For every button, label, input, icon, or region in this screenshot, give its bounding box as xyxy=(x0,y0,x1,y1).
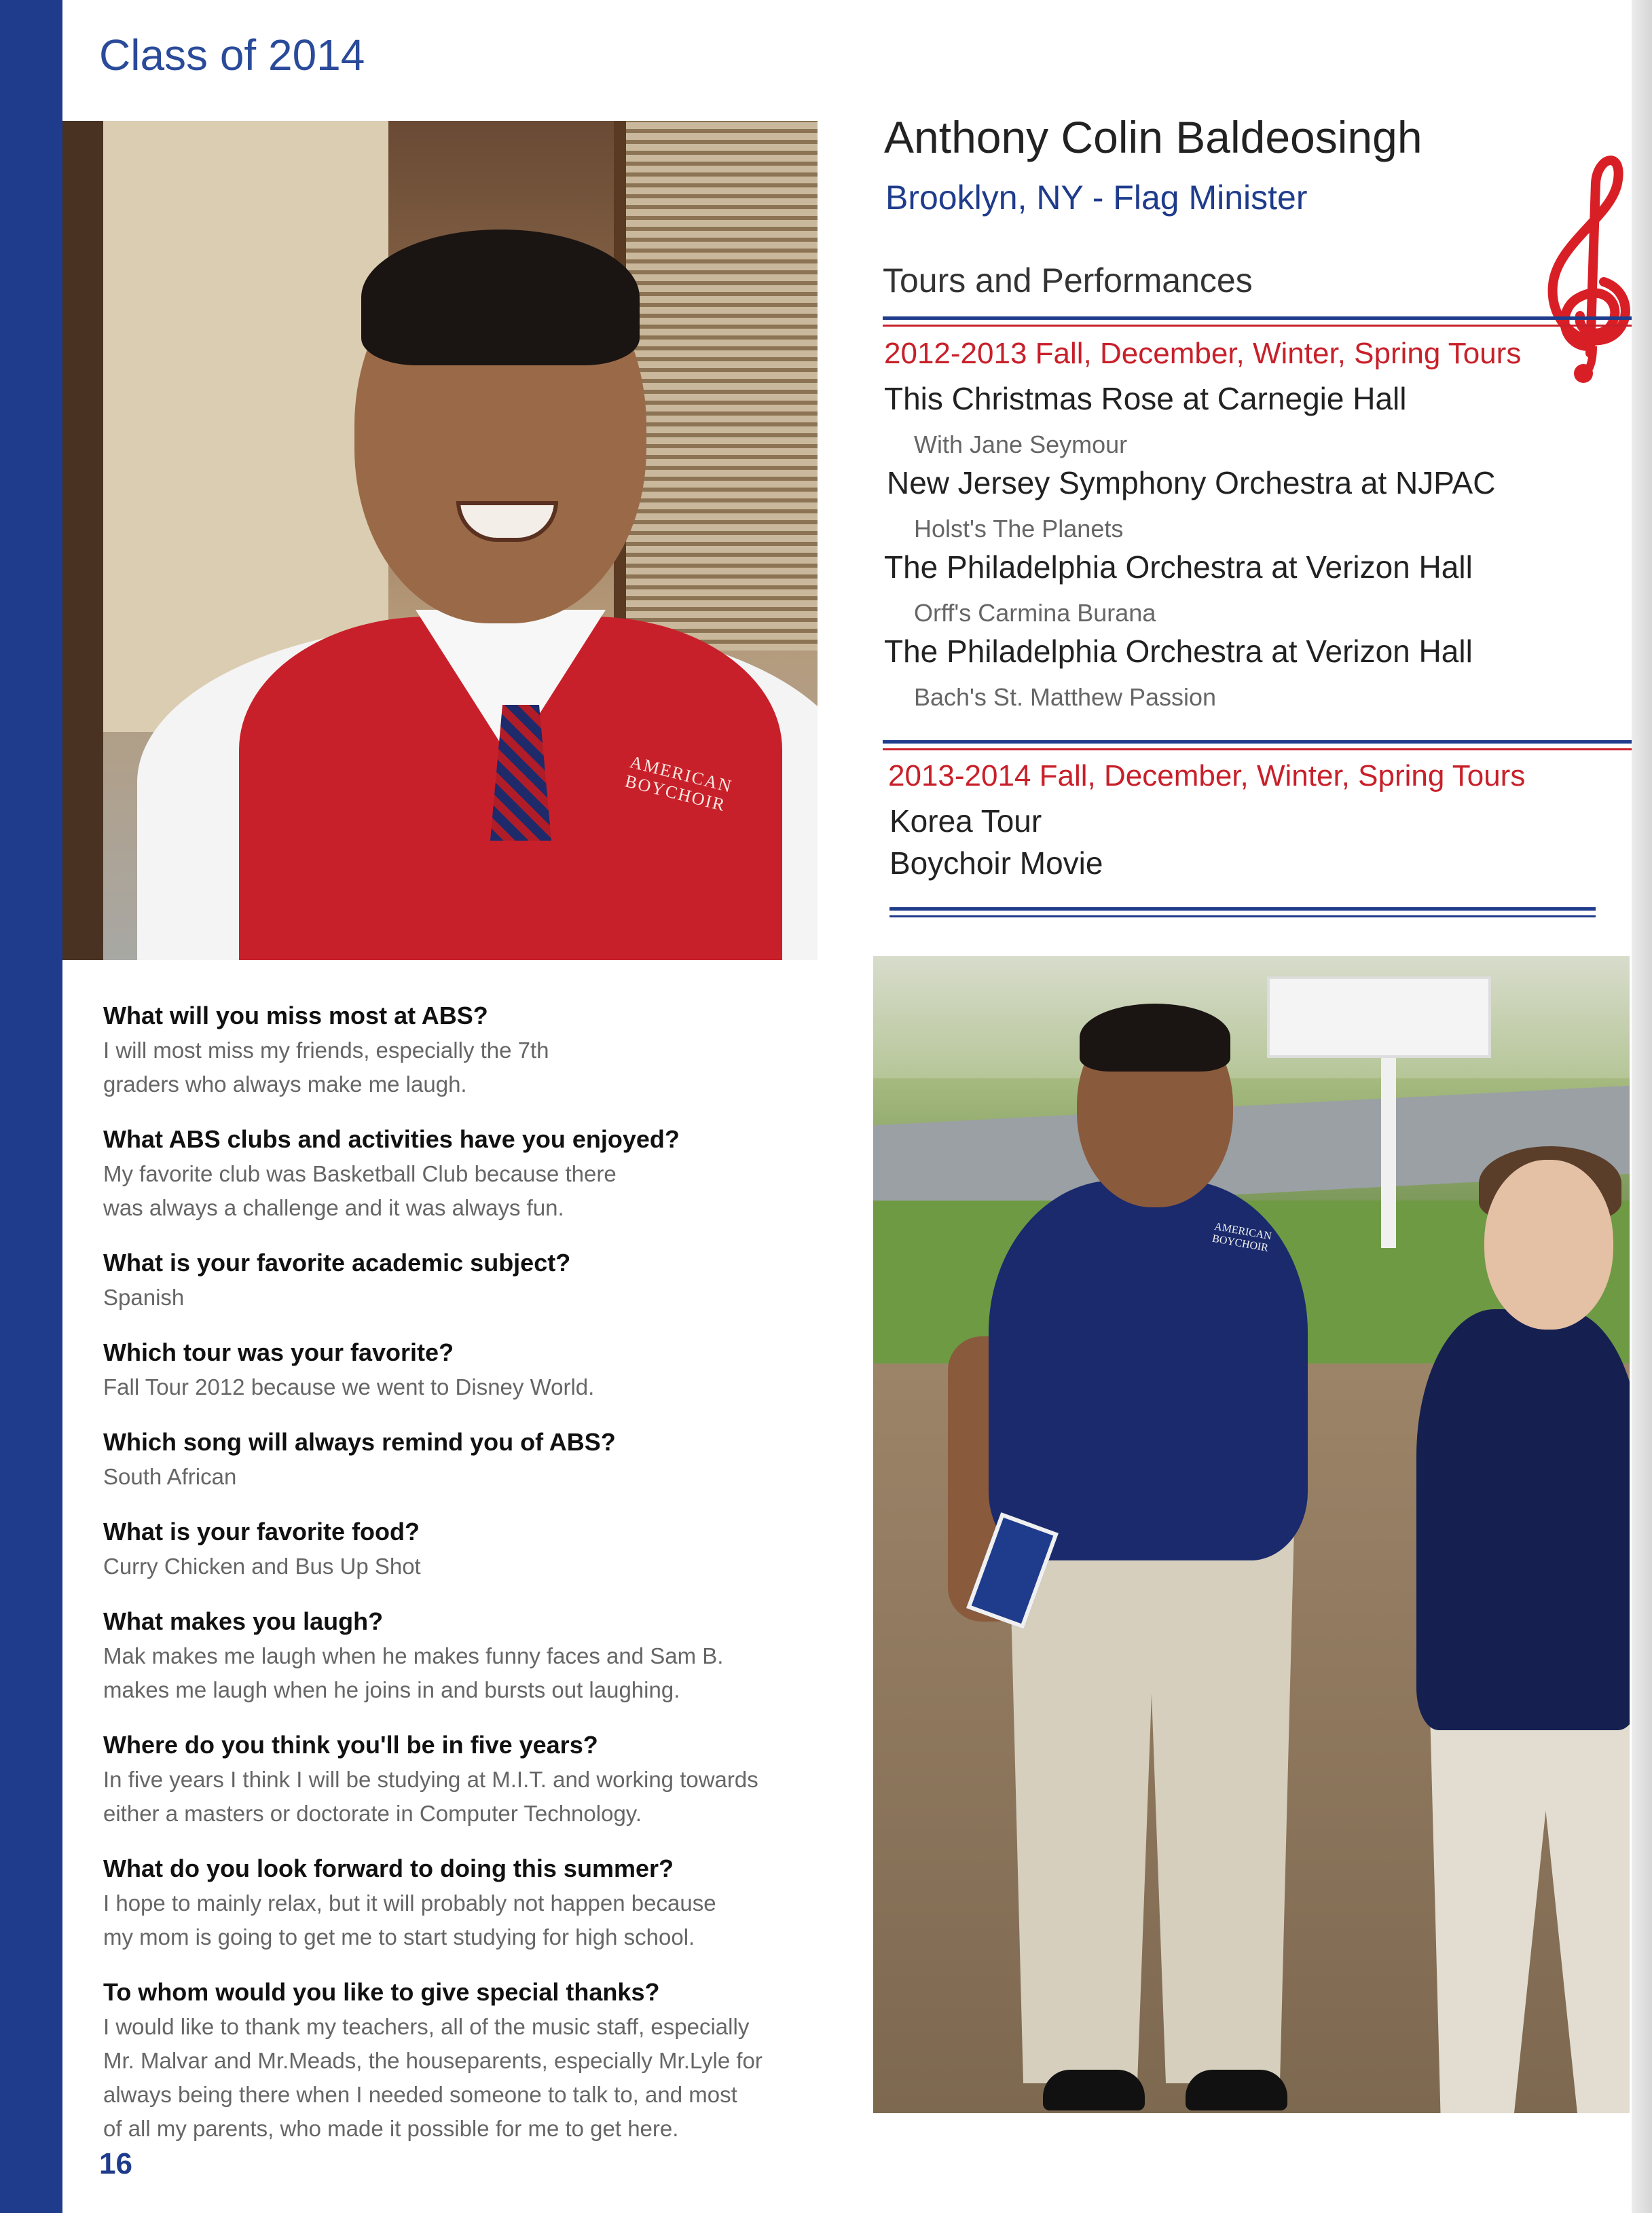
answer-line: My favorite club was Basketball Club because there xyxy=(103,1161,617,1186)
question: To whom would you like to give special thanks? xyxy=(103,1978,660,2006)
student-name: Anthony Colin Baldeosingh xyxy=(884,112,1422,162)
performance-title: New Jersey Symphony Orchestra at NJPAC xyxy=(887,465,1496,500)
answer-line: my mom is going to get me to start studying for high school. xyxy=(103,1924,695,1950)
section-divider xyxy=(889,907,1596,917)
question: Where do you think you'll be in five years? xyxy=(103,1731,598,1759)
answer-line: either a masters or doctorate in Computer Technology. xyxy=(103,1801,642,1826)
question: What do you look forward to doing this summer? xyxy=(103,1854,674,1882)
performance-title: This Christmas Rose at Carnegie Hall xyxy=(884,381,1407,416)
answer-line: always being there when I needed someone to talk to, and most xyxy=(103,2082,737,2107)
question: What ABS clubs and activities have you enjoyed? xyxy=(103,1125,680,1153)
answer-line: In five years I think I will be studying at M.I.T. and working towards xyxy=(103,1767,758,1792)
performance-detail: With Jane Seymour xyxy=(914,431,1128,458)
performance-title: The Philadelphia Orchestra at Verizon Hall xyxy=(884,634,1473,669)
qa-item xyxy=(103,1851,823,1954)
qa-item xyxy=(103,1335,823,1404)
question: What is your favorite academic subject? xyxy=(103,1249,571,1277)
qa-item xyxy=(103,1727,823,1831)
answer-line: Curry Chicken and Bus Up Shot xyxy=(103,1554,421,1579)
performance-detail: Holst's The Planets xyxy=(914,515,1124,543)
qa-item xyxy=(103,1514,823,1584)
question: What makes you laugh? xyxy=(103,1607,384,1635)
answer-line: of all my parents, who made it possible for me to get here. xyxy=(103,2116,679,2141)
answer-line: graders who always make me laugh. xyxy=(103,1072,467,1097)
qa-section xyxy=(103,998,823,2166)
season-title: 2013-2014 Fall, December, Winter, Spring Tours xyxy=(888,759,1526,792)
answer-line: I would like to thank my teachers, all of the music staff, especially xyxy=(103,2014,750,2039)
candid-photo xyxy=(873,956,1630,2113)
performance-title: Boychoir Movie xyxy=(889,845,1103,881)
performance-title: The Philadelphia Orchestra at Verizon Hall xyxy=(884,549,1473,585)
question: What is your favorite food? xyxy=(103,1518,420,1546)
tours-heading: Tours and Performances xyxy=(883,261,1253,299)
qa-item xyxy=(103,1122,823,1225)
shirt-logo: AMERICAN BOYCHOIR xyxy=(1211,1220,1273,1254)
section-divider xyxy=(883,316,1632,327)
answer-line: Fall Tour 2012 because we went to Disney World. xyxy=(103,1374,595,1400)
qa-item xyxy=(103,998,823,1101)
answer-line: I hope to mainly relax, but it will probably not happen because xyxy=(103,1890,716,1916)
answer-line: makes me laugh when he joins in and bursts out laughing. xyxy=(103,1677,680,1702)
answer-line: Spanish xyxy=(103,1285,185,1310)
performance-detail: Orff's Carmina Burana xyxy=(914,599,1156,627)
treble-clef-icon xyxy=(1536,143,1638,387)
answer-line: I will most miss my friends, especially the 7th xyxy=(103,1038,549,1063)
performance-title: Korea Tour xyxy=(889,803,1042,839)
question: What will you miss most at ABS? xyxy=(103,1002,488,1029)
portrait-photo xyxy=(62,121,818,960)
question: Which song will always remind you of ABS? xyxy=(103,1428,616,1456)
question: Which tour was your favorite? xyxy=(103,1338,454,1366)
vest-logo: AMERICAN BOYCHOIR xyxy=(623,752,735,815)
season-title: 2012-2013 Fall, December, Winter, Spring Tours xyxy=(884,337,1522,370)
left-color-band xyxy=(0,0,62,2213)
student-role: Brooklyn, NY - Flag Minister xyxy=(885,179,1308,217)
performance-detail: Bach's St. Matthew Passion xyxy=(914,683,1217,711)
answer-line: Mr. Malvar and Mr.Meads, the houseparents, especially Mr.Lyle for xyxy=(103,2048,763,2073)
qa-item xyxy=(103,1604,823,1707)
section-divider xyxy=(883,740,1632,750)
answer-line: was always a challenge and it was always fun. xyxy=(103,1195,564,1220)
answer-line: South African xyxy=(103,1464,237,1489)
answer-line: Mak makes me laugh when he makes funny faces and Sam B. xyxy=(103,1643,724,1668)
qa-item xyxy=(103,1245,823,1315)
page-number: 16 xyxy=(99,2147,132,2180)
qa-item xyxy=(103,1975,823,2146)
class-title: Class of 2014 xyxy=(99,31,365,79)
qa-item xyxy=(103,1425,823,1494)
